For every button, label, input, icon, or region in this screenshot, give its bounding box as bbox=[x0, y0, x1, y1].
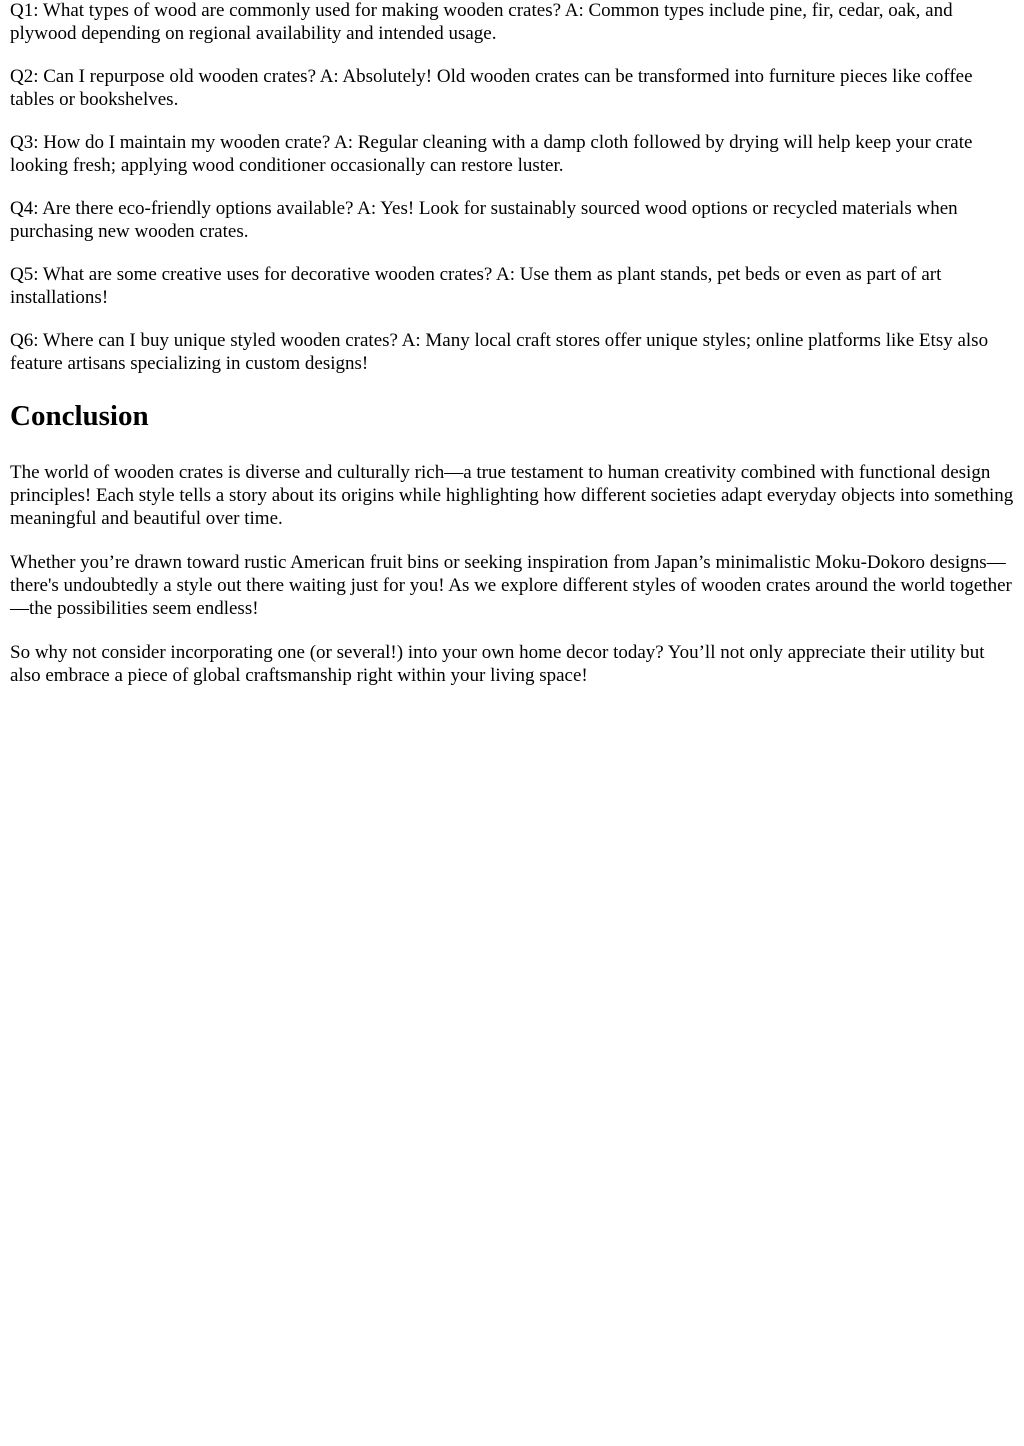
faq-section bbox=[10, 0, 1014, 375]
faq-item-q5: Q5: What are some creative uses for decorative wooden crates? A: Use them as plant stands, pet beds or even as part of art installations! bbox=[10, 264, 942, 308]
conclusion-paragraph-1: The world of wooden crates is diverse and culturally rich—a true testament to human creativity combined with functional design principles! Each style tells a story about its origins while highlighting how different societies adapt everyday objects into something meaningful and beautiful over time. bbox=[10, 462, 1014, 529]
faq-item-q6: Q6: Where can I buy unique styled wooden crates? A: Many local craft stores offer unique styles; online platforms like Etsy also feature artisans specializing in custom designs! bbox=[10, 330, 989, 374]
faq-item-q3: Q3: How do I maintain my wooden crate? A: Regular cleaning with a damp cloth followed by drying will help keep your crate looking fresh; applying wood conditioner occasionally can restore luster. bbox=[10, 132, 973, 176]
faq-item-q2: Q2: Can I repurpose old wooden crates? A: Absolutely! Old wooden crates can be transformed into furniture pieces like coffee tables or bookshelves. bbox=[10, 66, 973, 110]
faq-item-q1: Q1: What types of wood are commonly used for making wooden crates? A: Common types include pine, fir, cedar, oak, and plywood depending on regional availability and intended usage. bbox=[10, 0, 953, 44]
conclusion-paragraph-2: Whether you’re drawn toward rustic American fruit bins or seeking inspiration from Japan’s minimalistic Moku-Dokoro designs—there's undoubtedly a style out there waiting just for you! As we explore different styles of wooden crates around the world together—the possibilities seem endless! bbox=[10, 552, 1012, 619]
conclusion-paragraph-3: So why not consider incorporating one (or several!) into your own home decor today? You’ll not only appreciate their utility but also embrace a piece of global craftsmanship right within your living space! bbox=[10, 642, 985, 686]
conclusion-heading: Conclusion bbox=[10, 400, 149, 432]
conclusion-section bbox=[10, 399, 1014, 687]
faq-item-q4: Q4: Are there eco-friendly options available? A: Yes! Look for sustainably sourced wood options or recycled materials when purchasing new wooden crates. bbox=[10, 198, 958, 242]
